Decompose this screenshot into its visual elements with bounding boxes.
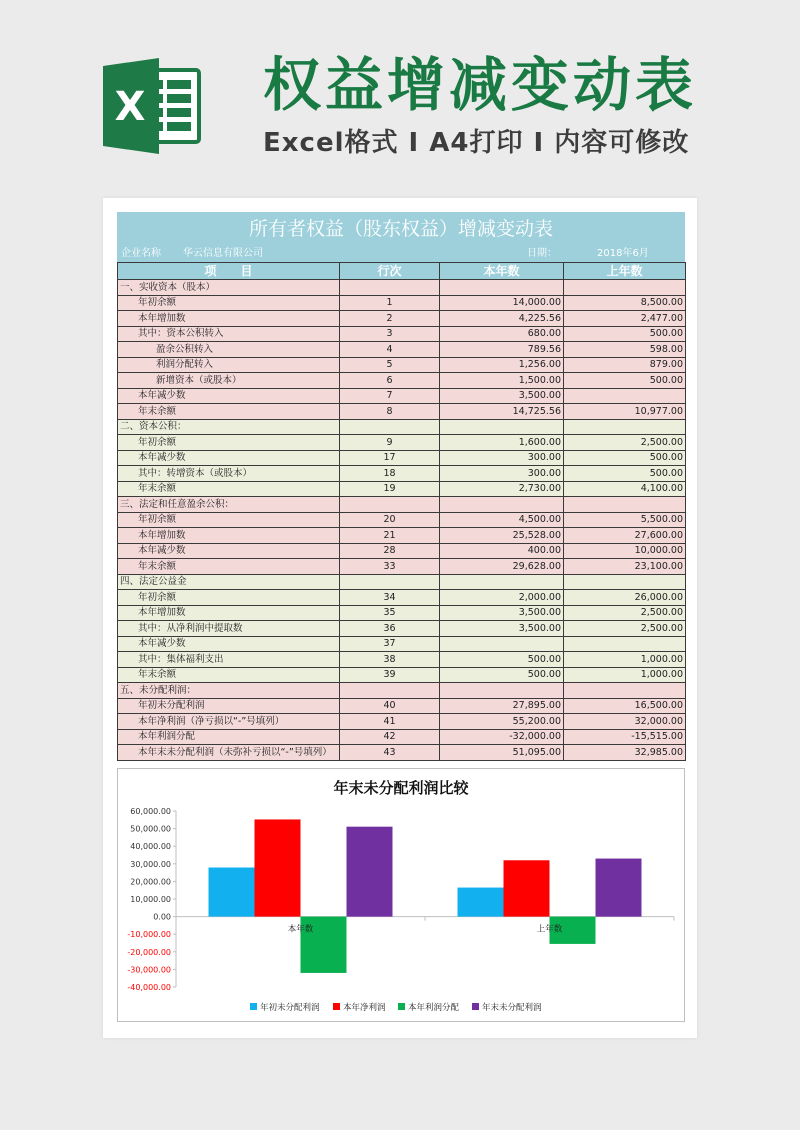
table-row (118, 528, 686, 544)
category-label: 本年数 (287, 924, 314, 935)
cell-current[interactable]: 3,500.00 (440, 388, 564, 404)
cell-current[interactable]: -32,000.00 (440, 729, 564, 745)
table-row (118, 481, 686, 497)
cell-previous[interactable]: 2,477.00 (564, 311, 686, 327)
cell-previous[interactable]: 2,500.00 (564, 621, 686, 637)
y-tick-label: 60,000.00 (130, 807, 171, 816)
table-row (118, 683, 686, 699)
legend-swatch (472, 1003, 479, 1010)
cell-previous[interactable]: 500.00 (564, 373, 686, 389)
table-row (118, 326, 686, 342)
cell-current[interactable] (440, 419, 564, 435)
cell-line[interactable]: 2 (340, 311, 440, 327)
column-header-line: 行次 (340, 263, 440, 280)
cell-previous[interactable]: 500.00 (564, 466, 686, 482)
cell-line[interactable]: 21 (340, 528, 440, 544)
table-row (118, 311, 686, 327)
table-row (118, 590, 686, 606)
cell-item[interactable]: 其中：集体福利支出 (118, 652, 340, 668)
cell-current[interactable] (440, 636, 564, 652)
cell-item[interactable]: 年初余额 (118, 590, 340, 606)
cell-line[interactable] (340, 683, 440, 699)
equity-table (117, 262, 686, 761)
sheet-info-bar (117, 246, 685, 262)
cell-previous[interactable]: 23,100.00 (564, 559, 686, 575)
cell-current[interactable] (440, 280, 564, 296)
cell-current[interactable]: 14,725.56 (440, 404, 564, 420)
y-tick-label: -20,000.00 (127, 947, 171, 957)
bar-current-1 (255, 819, 301, 916)
excel-logo-icon (103, 58, 203, 154)
table-row (118, 280, 686, 296)
cell-current[interactable]: 500.00 (440, 652, 564, 668)
cell-line[interactable]: 4 (340, 342, 440, 358)
spreadsheet (117, 212, 685, 761)
cell-line[interactable]: 40 (340, 698, 440, 714)
cell-previous[interactable]: 32,000.00 (564, 714, 686, 730)
y-tick-label: -30,000.00 (127, 965, 171, 975)
table-row (118, 512, 686, 528)
cell-line[interactable]: 17 (340, 450, 440, 466)
cell-item[interactable]: 本年利润分配 (118, 729, 340, 745)
cell-previous[interactable]: 5,500.00 (564, 512, 686, 528)
cell-current[interactable]: 29,628.00 (440, 559, 564, 575)
table-row (118, 342, 686, 358)
y-tick-label: 20,000.00 (130, 877, 171, 887)
cell-line[interactable]: 20 (340, 512, 440, 528)
page-subtitle: Excel格式 I A4打印 I 内容可修改 (263, 128, 690, 158)
table-row (118, 667, 686, 683)
cell-previous[interactable]: -15,515.00 (564, 729, 686, 745)
table-row (118, 450, 686, 466)
legend-swatch (398, 1003, 405, 1010)
cell-item[interactable]: 年末余额 (118, 559, 340, 575)
column-header-item: 项 目 (118, 263, 340, 280)
legend-swatch (333, 1003, 340, 1010)
cell-current[interactable]: 2,000.00 (440, 590, 564, 606)
cell-previous[interactable]: 2,500.00 (564, 605, 686, 621)
table-row (118, 357, 686, 373)
page-title: 权益增减变动表 (263, 51, 698, 119)
cell-previous[interactable] (564, 497, 686, 513)
bar-current-0 (209, 868, 255, 917)
y-tick-label: 10,000.00 (130, 895, 171, 904)
cell-item[interactable]: 本年增加数 (118, 528, 340, 544)
table-header-row (118, 263, 686, 280)
legend-label: 年初未分配利润 (260, 1003, 320, 1013)
cell-previous[interactable]: 8,500.00 (564, 295, 686, 311)
cell-item[interactable]: 四、法定公益金 (118, 574, 340, 590)
cell-current[interactable] (440, 683, 564, 699)
cell-item[interactable]: 年末余额 (118, 481, 340, 497)
cell-line[interactable]: 5 (340, 357, 440, 373)
cell-item[interactable]: 本年净利润（净亏损以“-”号填列） (118, 714, 340, 730)
cell-current[interactable] (440, 497, 564, 513)
legend-swatch (250, 1003, 257, 1010)
cell-line[interactable]: 28 (340, 543, 440, 559)
cell-line[interactable]: 41 (340, 714, 440, 730)
cell-item[interactable]: 新增资本（或股本） (118, 373, 340, 389)
cell-previous[interactable]: 4,100.00 (564, 481, 686, 497)
table-row (118, 574, 686, 590)
table-row (118, 636, 686, 652)
legend-label: 本年利润分配 (408, 1003, 460, 1013)
cell-item[interactable]: 三、法定和任意盈余公积： (118, 497, 340, 513)
cell-line[interactable]: 39 (340, 667, 440, 683)
cell-current[interactable]: 1,256.00 (440, 357, 564, 373)
category-label: 上年数 (536, 924, 563, 935)
cell-item[interactable]: 其中：转增资本（或股本） (118, 466, 340, 482)
cell-line[interactable]: 43 (340, 745, 440, 761)
cell-current[interactable]: 55,200.00 (440, 714, 564, 730)
cell-current[interactable]: 680.00 (440, 326, 564, 342)
table-row (118, 373, 686, 389)
table-row (118, 543, 686, 559)
table-row (118, 497, 686, 513)
cell-item[interactable]: 一、实收资本（股本） (118, 280, 340, 296)
cell-current[interactable]: 500.00 (440, 667, 564, 683)
cell-current[interactable]: 3,500.00 (440, 621, 564, 637)
cell-item[interactable]: 利润分配转入 (118, 357, 340, 373)
company-name: 华云信息有限公司 (183, 248, 263, 259)
cell-current[interactable]: 51,095.00 (440, 745, 564, 761)
table-row (118, 605, 686, 621)
cell-item[interactable]: 盈余公积转入 (118, 342, 340, 358)
cell-previous[interactable] (564, 574, 686, 590)
cell-line[interactable]: 6 (340, 373, 440, 389)
cell-item[interactable]: 年末余额 (118, 667, 340, 683)
table-row (118, 698, 686, 714)
table-row (118, 559, 686, 575)
table-row (118, 729, 686, 745)
cell-item[interactable]: 年初余额 (118, 435, 340, 451)
cell-previous[interactable]: 2,500.00 (564, 435, 686, 451)
cell-item[interactable]: 本年减少数 (118, 450, 340, 466)
cell-item[interactable]: 本年减少数 (118, 388, 340, 404)
cell-current[interactable]: 25,528.00 (440, 528, 564, 544)
cell-current[interactable]: 2,730.00 (440, 481, 564, 497)
cell-line[interactable]: 36 (340, 621, 440, 637)
y-tick-label: -40,000.00 (127, 983, 171, 992)
cell-line[interactable]: 3 (340, 326, 440, 342)
cell-previous[interactable] (564, 683, 686, 699)
cell-line[interactable]: 33 (340, 559, 440, 575)
table-row (118, 435, 686, 451)
bar-previous-0 (458, 888, 504, 917)
cell-previous[interactable]: 1,000.00 (564, 667, 686, 683)
cell-current[interactable]: 1,600.00 (440, 435, 564, 451)
cell-item[interactable]: 年初余额 (118, 295, 340, 311)
column-header-current: 本年数 (440, 263, 564, 280)
table-row (118, 652, 686, 668)
cell-line[interactable] (340, 419, 440, 435)
y-tick-label: 30,000.00 (130, 859, 171, 869)
table-row (118, 404, 686, 420)
cell-previous[interactable]: 32,985.00 (564, 745, 686, 761)
chart-svg (118, 769, 684, 1021)
table-row (118, 388, 686, 404)
cell-previous[interactable]: 879.00 (564, 357, 686, 373)
cell-previous[interactable]: 500.00 (564, 450, 686, 466)
cell-line[interactable]: 42 (340, 729, 440, 745)
cell-item[interactable]: 本年减少数 (118, 636, 340, 652)
cell-item[interactable]: 本年末未分配利润（未弥补亏损以“-”号填列） (118, 745, 340, 761)
cell-item[interactable]: 其中：资本公积转入 (118, 326, 340, 342)
cell-item[interactable]: 其中：从净利润中提取数 (118, 621, 340, 637)
cell-line[interactable]: 38 (340, 652, 440, 668)
cell-previous[interactable]: 16,500.00 (564, 698, 686, 714)
cell-current[interactable]: 400.00 (440, 543, 564, 559)
cell-current[interactable]: 789.56 (440, 342, 564, 358)
cell-current[interactable]: 300.00 (440, 450, 564, 466)
company-label: 企业名称 (121, 248, 161, 259)
cell-current[interactable]: 4,500.00 (440, 512, 564, 528)
y-tick-label: 0.00 (153, 912, 171, 922)
document-card (103, 198, 697, 1038)
cell-line[interactable] (340, 574, 440, 590)
cell-line[interactable]: 35 (340, 605, 440, 621)
cell-previous[interactable] (564, 388, 686, 404)
cell-previous[interactable]: 10,000.00 (564, 543, 686, 559)
cell-current[interactable]: 1,500.00 (440, 373, 564, 389)
cell-current[interactable]: 4,225.56 (440, 311, 564, 327)
legend-label: 本年净利润 (343, 1003, 386, 1013)
cell-item[interactable]: 年初余额 (118, 512, 340, 528)
cell-item[interactable]: 本年减少数 (118, 543, 340, 559)
cell-previous[interactable]: 10,977.00 (564, 404, 686, 420)
cell-current[interactable]: 3,500.00 (440, 605, 564, 621)
cell-previous[interactable] (564, 280, 686, 296)
cell-line[interactable]: 7 (340, 388, 440, 404)
chart-title: 年末未分配利润比较 (333, 779, 469, 797)
cell-previous[interactable]: 26,000.00 (564, 590, 686, 606)
cell-line[interactable] (340, 280, 440, 296)
cell-line[interactable]: 9 (340, 435, 440, 451)
profit-comparison-chart (117, 768, 685, 1022)
y-tick-label: 40,000.00 (130, 842, 171, 852)
bar-previous-3 (596, 859, 642, 917)
cell-item[interactable]: 二、资本公积： (118, 419, 340, 435)
cell-previous[interactable] (564, 636, 686, 652)
cell-current[interactable]: 300.00 (440, 466, 564, 482)
table-row (118, 621, 686, 637)
table-row (118, 714, 686, 730)
bar-current-3 (347, 827, 393, 917)
table-row (118, 745, 686, 761)
cell-line[interactable]: 8 (340, 404, 440, 420)
legend-label: 年末未分配利润 (482, 1003, 542, 1013)
cell-line[interactable]: 34 (340, 590, 440, 606)
cell-item[interactable]: 本年增加数 (118, 605, 340, 621)
column-header-previous: 上年数 (564, 263, 686, 280)
cell-previous[interactable]: 27,600.00 (564, 528, 686, 544)
cell-line[interactable] (340, 497, 440, 513)
table-row (118, 466, 686, 482)
cell-line[interactable]: 1 (340, 295, 440, 311)
y-tick-label: 50,000.00 (130, 824, 171, 834)
cell-line[interactable]: 18 (340, 466, 440, 482)
y-tick-label: -10,000.00 (127, 930, 171, 940)
logo-letter: X (114, 84, 146, 130)
cell-line[interactable]: 37 (340, 636, 440, 652)
cell-line[interactable]: 19 (340, 481, 440, 497)
cell-previous[interactable]: 500.00 (564, 326, 686, 342)
cell-previous[interactable]: 598.00 (564, 342, 686, 358)
cell-item[interactable]: 年末余额 (118, 404, 340, 420)
bar-previous-1 (504, 860, 550, 916)
cell-current[interactable]: 14,000.00 (440, 295, 564, 311)
cell-item[interactable]: 本年增加数 (118, 311, 340, 327)
cell-current[interactable] (440, 574, 564, 590)
cell-item[interactable]: 年初未分配利润 (118, 698, 340, 714)
table-row (118, 295, 686, 311)
cell-item[interactable]: 五、未分配利润： (118, 683, 340, 699)
table-row (118, 419, 686, 435)
date-value: 2018年6月 (597, 248, 649, 259)
sheet-title: 所有者权益（股东权益）增减变动表 (117, 212, 685, 246)
table-body (118, 280, 686, 761)
date-label: 日期： (527, 248, 557, 259)
cell-current[interactable]: 27,895.00 (440, 698, 564, 714)
cell-previous[interactable] (564, 419, 686, 435)
cell-previous[interactable]: 1,000.00 (564, 652, 686, 668)
